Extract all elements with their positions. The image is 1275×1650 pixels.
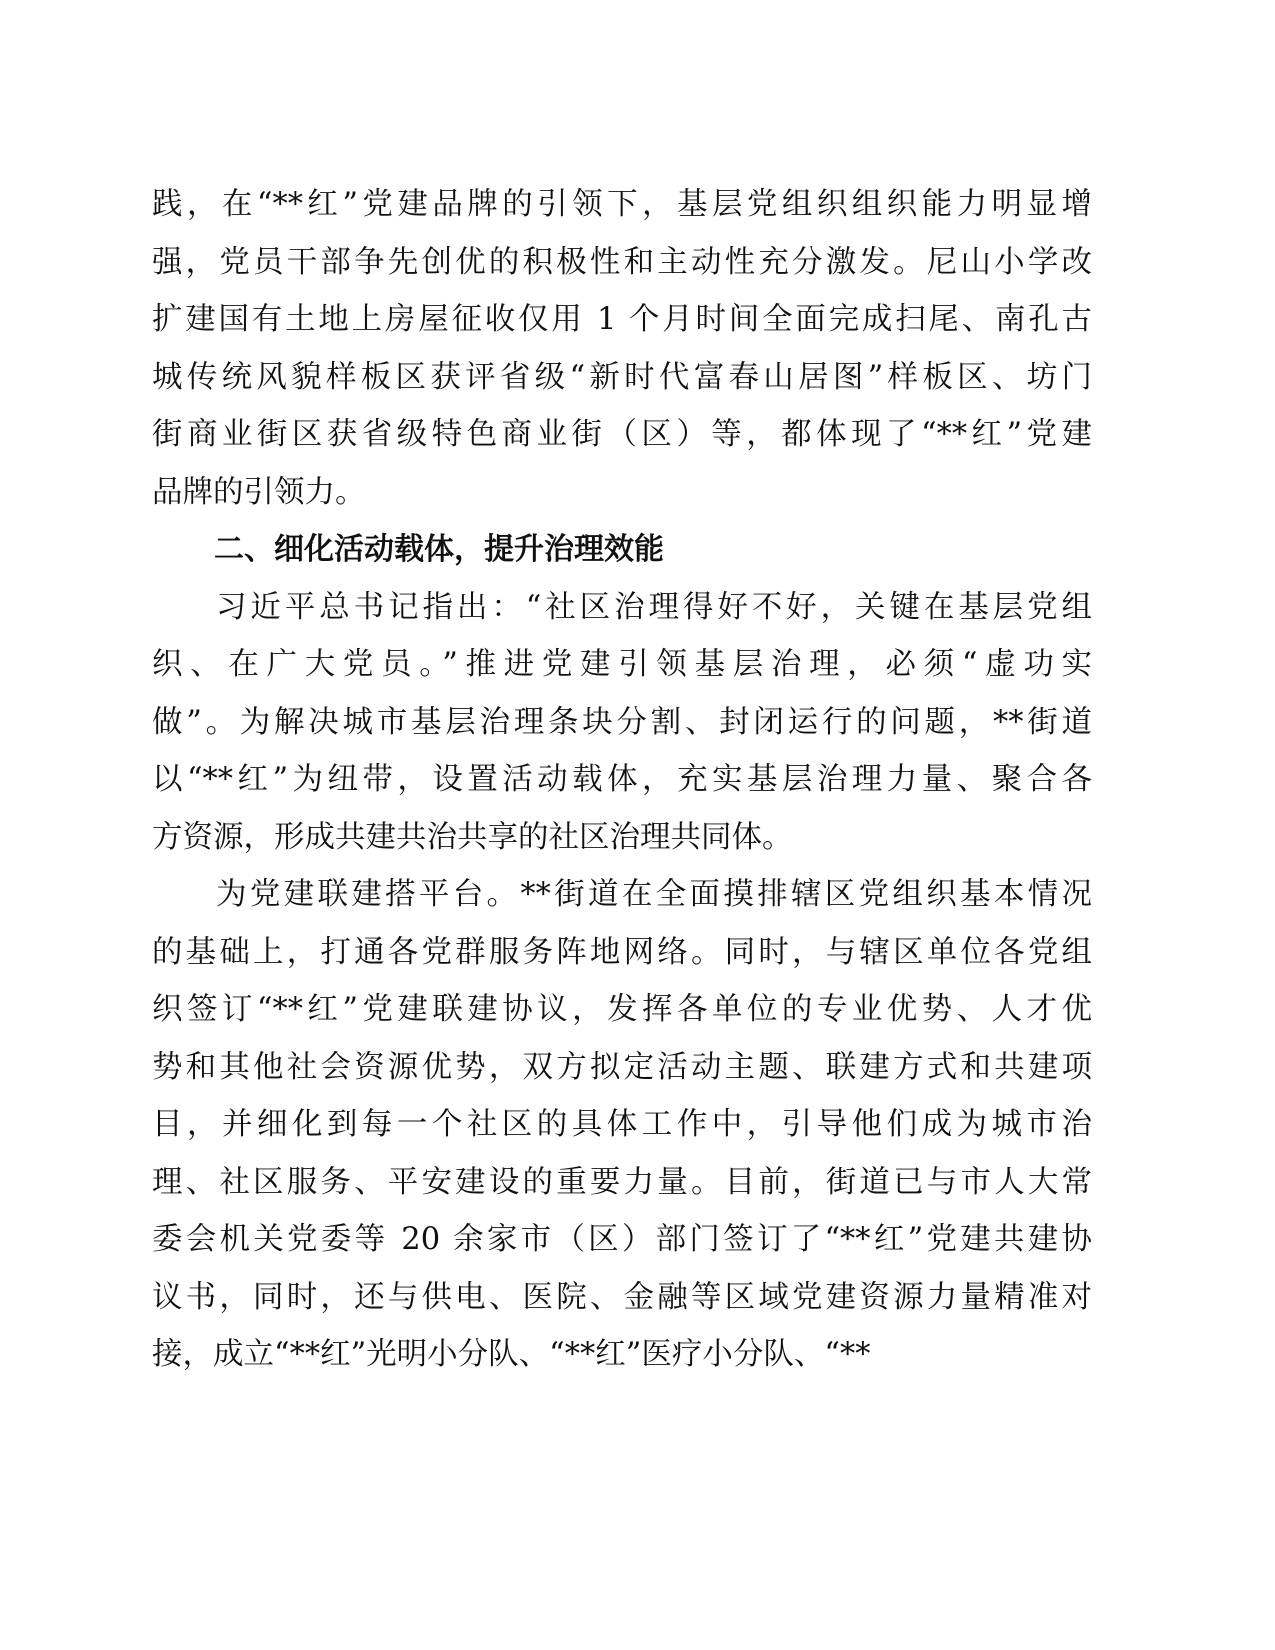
paragraph-line: 习近平总书记指出：“社区治理得好不好，关键在基层党组	[216, 589, 1092, 625]
paragraph-line: 践，在“**红”党建品牌的引领下，基层党组织组织能力明显增	[152, 187, 1092, 222]
paragraph-line: 理、社区服务、平安建设的重要力量。目前，街道已与市人大常	[152, 1164, 1092, 1200]
document-body	[152, 176, 1092, 1384]
paragraph-line: 织签订“**红”党建联建协议，发挥各单位的专业优势、人才优	[152, 992, 1092, 1027]
paragraph-line: 为党建联建搭平台。**街道在全面摸排辖区党组织基本情况	[216, 877, 1092, 912]
paragraph-line: 接，成立“**红”光明小分队、“**红”医疗小分队、“**	[152, 1337, 871, 1372]
paragraph-line: 以“**红”为纽带，设置活动载体，充实基层治理力量、聚合各	[152, 762, 1092, 797]
paragraph-line: 强，党员干部争先创优的积极性和主动性充分激发。尼山小学改	[152, 244, 1092, 280]
paragraph-line: 品牌的引领力。	[152, 474, 366, 510]
section-heading: 二、细化活动载体，提升治理效能	[214, 532, 664, 567]
paragraph-line: 做”。为解决城市基层治理条块分割、封闭运行的问题，**街道	[152, 704, 1092, 740]
paragraph-line: 议书，同时，还与供电、医院、金融等区域党建资源力量精准对	[152, 1279, 1092, 1315]
paragraph-line: 委会机关党委等 20 余家市（区）部门签订了“**红”党建共建协	[152, 1222, 1092, 1257]
paragraph-line: 势和其他社会资源优势，双方拟定活动主题、联建方式和共建项	[152, 1049, 1092, 1085]
paragraph-line: 织、在广大党员。”推进党建引领基层治理，必须“虚功实	[152, 647, 1092, 682]
paragraph-line: 方资源，形成共建共治共享的社区治理共同体。	[152, 819, 793, 855]
paragraph-line: 街商业街区获省级特色商业街（区）等，都体现了“**红”党建	[152, 417, 1092, 452]
paragraph-line: 的基础上，打通各党群服务阵地网络。同时，与辖区单位各党组	[152, 934, 1092, 970]
paragraph-line: 扩建国有土地上房屋征收仅用 1 个月时间全面完成扫尾、南孔古	[152, 302, 1092, 337]
paragraph-line: 目，并细化到每一个社区的具体工作中，引导他们成为城市治	[152, 1107, 1092, 1142]
paragraph-line: 城传统风貌样板区获评省级“新时代富春山居图”样板区、坊门	[152, 359, 1092, 395]
